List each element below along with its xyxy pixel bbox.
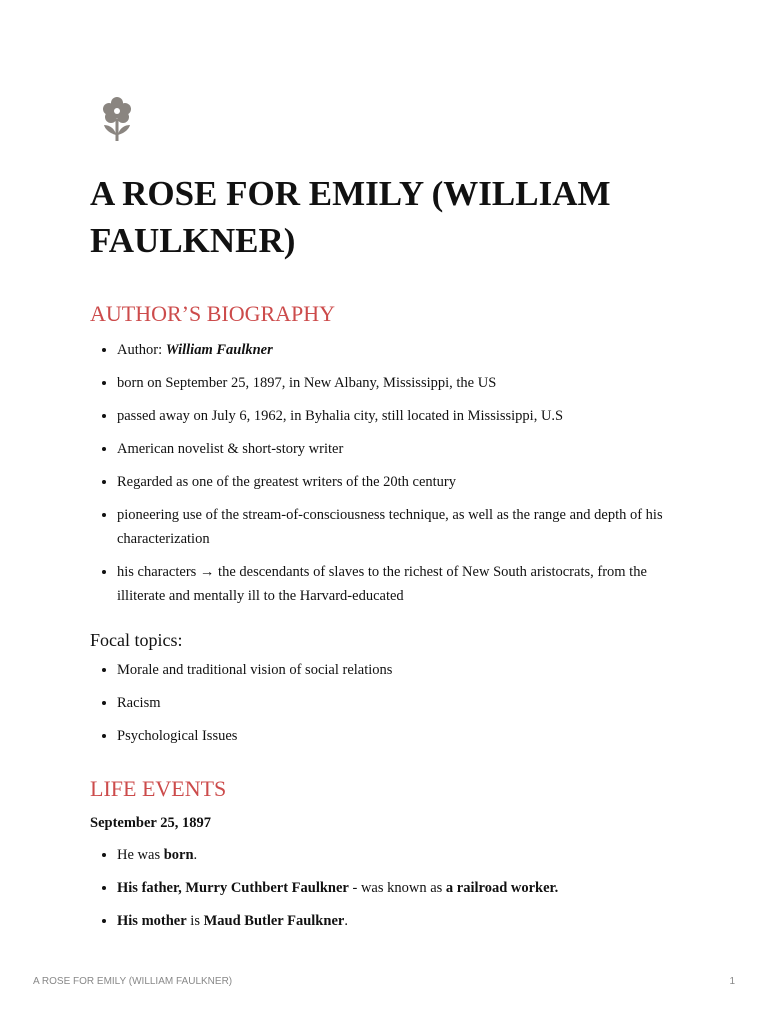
father-occupation: a railroad worker. [445,880,559,896]
list-item [117,338,680,362]
father-mid: - was known as [348,880,446,896]
author-prefix: Author: [117,342,166,358]
page-footer [33,976,735,987]
mother-name: Maud Butler Faulkner [203,913,345,929]
list-item [117,909,680,933]
father-name: His father, Murry Cuthbert Faulkner [117,880,349,896]
mother-mid: is [186,913,204,929]
list-item: • Racism [117,691,680,715]
list-item: • pioneering use of the stream-of-consciousness technique, as well as the range and depth of his characterization [117,503,680,551]
list-item [117,843,680,867]
life-event-date: September 25, 1897 [90,815,211,831]
section-heading-biography: AUTHOR’S BIOGRAPHY [90,301,336,326]
list-item: • his characters → the descendants of slaves to the richest of New South aristocrats, from the illiterate and mentally ill to the Harvard-educated [117,560,680,608]
list-item: • passed away on July 6, 1962, in Byhalia city, still located in Mississippi, U.S [117,404,680,428]
list-item: • born on September 25, 1897, in New Albany, Mississippi, the US [117,371,680,395]
flower-icon [100,95,134,145]
born-bold: born [163,847,194,863]
list-item: • American novelist & short-story writer [117,437,680,461]
focal-topics-list [90,658,680,748]
mother-label: His mother [117,913,187,929]
life-events-list [90,843,680,933]
author-name: William Faulkner [165,342,273,358]
document-title: A ROSE FOR EMILY (WILLIAM FAULKNER) [90,174,611,260]
mother-suffix: . [344,913,348,929]
born-prefix: He was [117,847,164,863]
list-item: • Regarded as one of the greatest writers of the 20th century [117,470,680,494]
born-suffix: . [193,847,198,863]
list-item: • Psychological Issues [117,724,680,748]
footer-running-title: A ROSE FOR EMILY (WILLIAM FAULKNER) [33,976,233,987]
section-heading-life-events: LIFE EVENTS [90,776,227,801]
biography-list [90,338,680,608]
document-page [90,95,680,942]
list-item: • Morale and traditional vision of social relations [117,658,680,682]
list-item [117,876,680,900]
footer-page-number: 1 [729,976,735,987]
focal-topics-heading: Focal topics: [90,630,183,650]
